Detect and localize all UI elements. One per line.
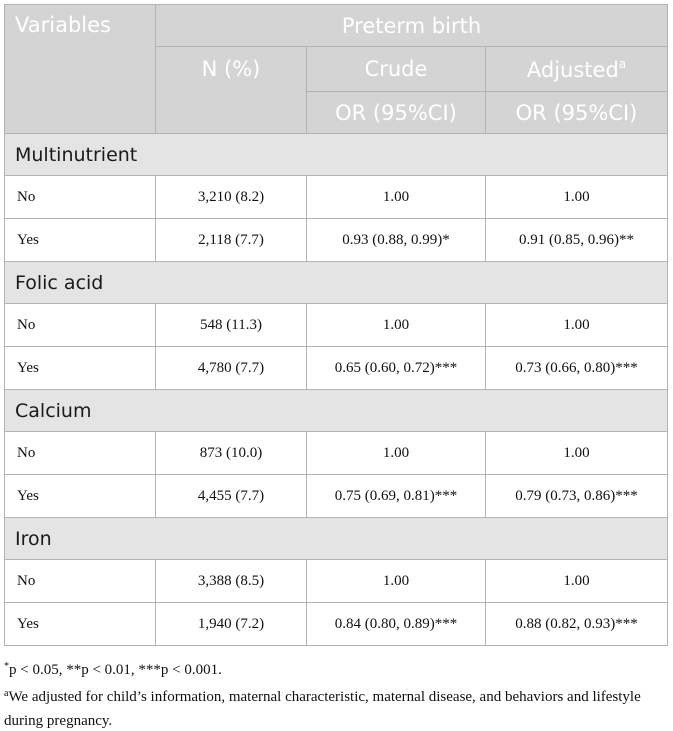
section-title: Iron (5, 518, 668, 560)
header-adjusted-sup: a (618, 56, 627, 71)
footnote-adjusted-sup: a (4, 688, 9, 699)
header-adjusted (486, 47, 668, 92)
cell-adjusted-or: 1.00 (486, 560, 668, 603)
cell-n-pct: 873 (10.0) (156, 432, 307, 475)
cell-n-pct: 2,118 (7.7) (156, 219, 307, 262)
cell-n-pct: 3,210 (8.2) (156, 176, 307, 219)
row-label: No (5, 304, 156, 347)
cell-crude-or: 1.00 (307, 560, 486, 603)
table-body (5, 134, 668, 646)
cell-adjusted-or: 0.91 (0.85, 0.96)** (486, 219, 668, 262)
row-label: Yes (5, 475, 156, 518)
header-preterm-birth-label: Preterm birth (341, 13, 482, 38)
footnotes (4, 655, 667, 731)
cell-n-pct: 1,940 (7.2) (156, 603, 307, 646)
section-row (5, 134, 668, 176)
cell-adjusted-or: 0.88 (0.82, 0.93)*** (486, 603, 668, 646)
table-row (5, 560, 668, 603)
header-or-ci-crude (307, 92, 486, 134)
row-label: Yes (5, 603, 156, 646)
footnote-adjusted (4, 682, 667, 731)
cell-crude-or: 0.65 (0.60, 0.72)*** (307, 347, 486, 390)
header-variables-label: Variables (15, 13, 111, 37)
header-crude-label: Crude (364, 57, 428, 81)
table-row (5, 304, 668, 347)
cell-n-pct: 3,388 (8.5) (156, 560, 307, 603)
cell-adjusted-or: 1.00 (486, 304, 668, 347)
cell-crude-or: 1.00 (307, 176, 486, 219)
header-adjusted-label: Adjusted (526, 57, 619, 82)
row-label: No (5, 176, 156, 219)
table-row (5, 347, 668, 390)
section-title: Multinutrient (5, 134, 668, 176)
cell-crude-or: 0.75 (0.69, 0.81)*** (307, 475, 486, 518)
cell-adjusted-or: 1.00 (486, 176, 668, 219)
table-row (5, 176, 668, 219)
cell-n-pct: 548 (11.3) (156, 304, 307, 347)
section-title: Folic acid (5, 262, 668, 304)
row-label: No (5, 560, 156, 603)
section-row (5, 390, 668, 432)
section-title: Calcium (5, 390, 668, 432)
cell-adjusted-or: 1.00 (486, 432, 668, 475)
results-table (4, 4, 668, 646)
cell-adjusted-or: 0.79 (0.73, 0.86)*** (486, 475, 668, 518)
footnote-significance-sup: * (4, 661, 9, 672)
cell-n-pct: 4,455 (7.7) (156, 475, 307, 518)
header-preterm-birth (156, 5, 668, 47)
footnote-significance (4, 655, 667, 682)
header-or-ci-adjusted (486, 92, 668, 134)
section-row (5, 262, 668, 304)
footnote-significance-text: p < 0.05, **p < 0.01, ***p < 0.001. (9, 662, 222, 678)
cell-crude-or: 0.84 (0.80, 0.89)*** (307, 603, 486, 646)
row-label: No (5, 432, 156, 475)
row-label: Yes (5, 219, 156, 262)
row-label: Yes (5, 347, 156, 390)
header-or-ci-crude-label: OR (95%CI) (335, 100, 457, 125)
header-variables (5, 5, 156, 134)
table-row (5, 432, 668, 475)
table-row (5, 475, 668, 518)
section-row (5, 518, 668, 560)
header-crude (307, 47, 486, 92)
cell-n-pct: 4,780 (7.7) (156, 347, 307, 390)
cell-crude-or: 1.00 (307, 304, 486, 347)
header-n-pct-label: N (%) (201, 57, 261, 81)
cell-crude-or: 1.00 (307, 432, 486, 475)
cell-crude-or: 0.93 (0.88, 0.99)* (307, 219, 486, 262)
header-or-ci-adjusted-label: OR (95%CI) (515, 100, 638, 125)
table-row (5, 219, 668, 262)
footnote-adjusted-text: We adjusted for child’s information, maternal characteristic, maternal disease, and behaviors and lifestyle during pregnancy. (4, 689, 641, 729)
header-n-pct (156, 47, 307, 134)
table-row (5, 603, 668, 646)
cell-adjusted-or: 0.73 (0.66, 0.80)*** (486, 347, 668, 390)
